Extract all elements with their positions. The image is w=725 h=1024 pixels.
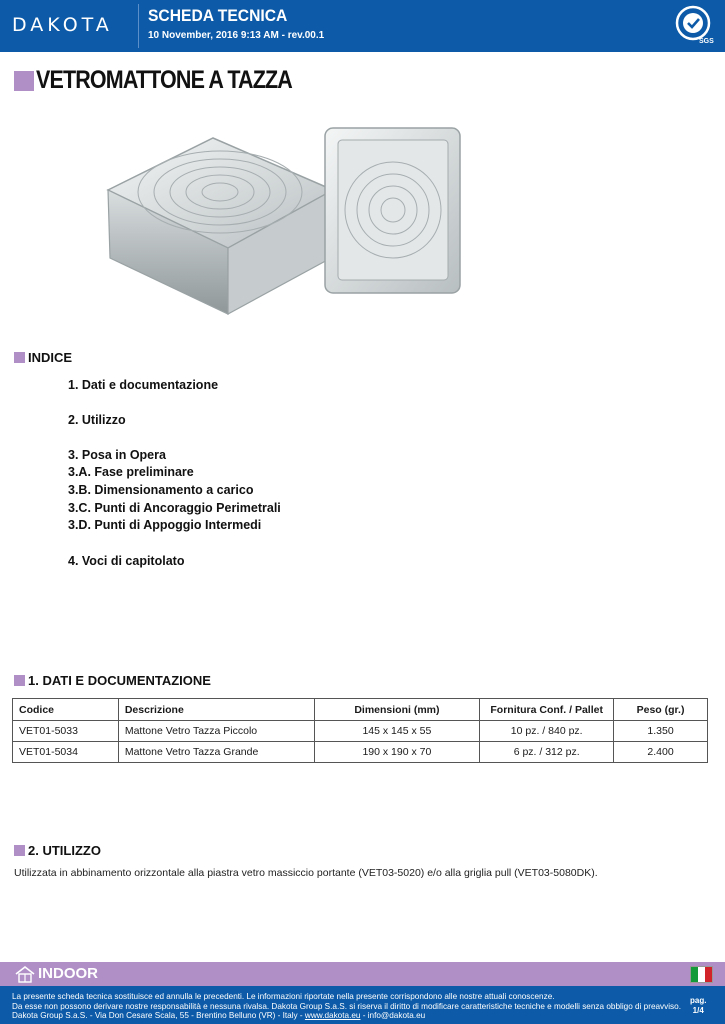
toc-item[interactable]: 3.C. Punti di Ancoraggio Perimetrali [68,501,281,515]
column-header: Codice [13,699,119,721]
indoor-bar [0,962,725,986]
page-number: 1/4 [692,1006,704,1015]
page-indicator [690,996,706,1016]
section-2-heading [14,843,101,858]
column-header: Descrizione [118,699,314,721]
page-footer [0,986,725,1024]
document-type-title: SCHEDA TECNICA [148,6,288,25]
table-cell-description: Mattone Vetro Tazza Piccolo [118,721,314,742]
dakota-logo: DAKOTA [12,14,113,36]
product-data-table [12,698,708,763]
section-marker-square [14,352,25,363]
indoor-house-icon [14,965,36,983]
product-title: VETROMATTONE A TAZZA [36,66,292,94]
table-cell-supply: 10 pz. / 840 pz. [480,721,614,742]
sgs-certification-icon [674,4,716,46]
section-marker-square [14,675,25,686]
footer-line: La presente scheda tecnica sostituisce ed annulla le precedenti. Le informazioni riportate nella presente corrispondono alle nostre attuali conoscenze. [12,992,555,1001]
glass-block-product-photo [88,118,473,318]
table-cell-description: Mattone Vetro Tazza Grande [118,742,314,763]
website-link[interactable]: www.dakota.eu [304,1011,361,1020]
footer-line: Da esse non possono derivare nostre responsabilità e nessuna rivalsa. Dakota Group S.a.S. si riserva il diritto di modificare caratteristiche tecniche e modelli senza obbligo di preavviso. [12,1001,681,1011]
section-marker-square [14,845,25,856]
toc-item[interactable]: 3.D. Punti di Appoggio Intermedi [68,518,262,532]
column-header: Peso (gr.) [614,699,708,721]
document-date-revision: 10 November, 2016 9:13 AM - rev.00.1 [148,30,325,41]
table-cell-dimensions: 145 x 145 x 55 [314,721,480,742]
indoor-label: INDOOR [38,965,98,982]
section-1-heading [14,673,211,688]
header-divider [138,4,139,48]
table-cell-code: VET01-5034 [13,742,119,763]
toc-item[interactable]: 3. Posa in Opera [68,448,166,462]
italian-flag-icon [690,966,713,983]
sgs-label: SGS [699,38,714,45]
title-marker-square [14,71,34,91]
footer-address: Dakota Group S.a.S. - Via Don Cesare Scala, 55 - Brentino Belluno (VR) - Italy - [12,1011,305,1020]
toc-item[interactable]: 4. Voci di capitolato [68,554,185,568]
section-1-heading-text: 1. DATI E DOCUMENTAZIONE [28,673,211,688]
table-cell-code: VET01-5033 [13,721,119,742]
page-label: pag. [690,996,707,1005]
toc-item[interactable]: 2. Utilizzo [68,413,126,427]
column-header: Dimensioni (mm) [314,699,480,721]
table-cell-weight: 1.350 [614,721,708,742]
toc-item[interactable]: 1. Dati e documentazione [68,378,219,392]
footer-email: - info@dakota.eu [360,1011,426,1020]
toc-item[interactable]: 3.A. Fase preliminare [68,465,194,479]
toc-item[interactable]: 3.B. Dimensionamento a carico [68,483,254,497]
table-header-row [13,699,708,721]
usage-description: Utilizzata in abbinamento orizzontale alla piastra vetro massiccio portante (VET03-5020) e/o alla griglia pull (VET03-5080DK). [14,867,598,879]
column-header: Fornitura Conf. / Pallet [480,699,614,721]
footer-address-line [12,1011,681,1021]
table-cell-supply: 6 pz. / 312 pz. [480,742,614,763]
index-heading [14,350,72,365]
table-row [13,721,708,742]
page-title [14,66,334,95]
index-heading-text: INDICE [28,350,73,365]
page-header [0,0,725,52]
table-cell-weight: 2.400 [614,742,708,763]
table-row [13,742,708,763]
footer-legal-text [12,992,681,1021]
table-cell-dimensions: 190 x 190 x 70 [314,742,480,763]
section-2-heading-text: 2. UTILIZZO [28,843,101,858]
